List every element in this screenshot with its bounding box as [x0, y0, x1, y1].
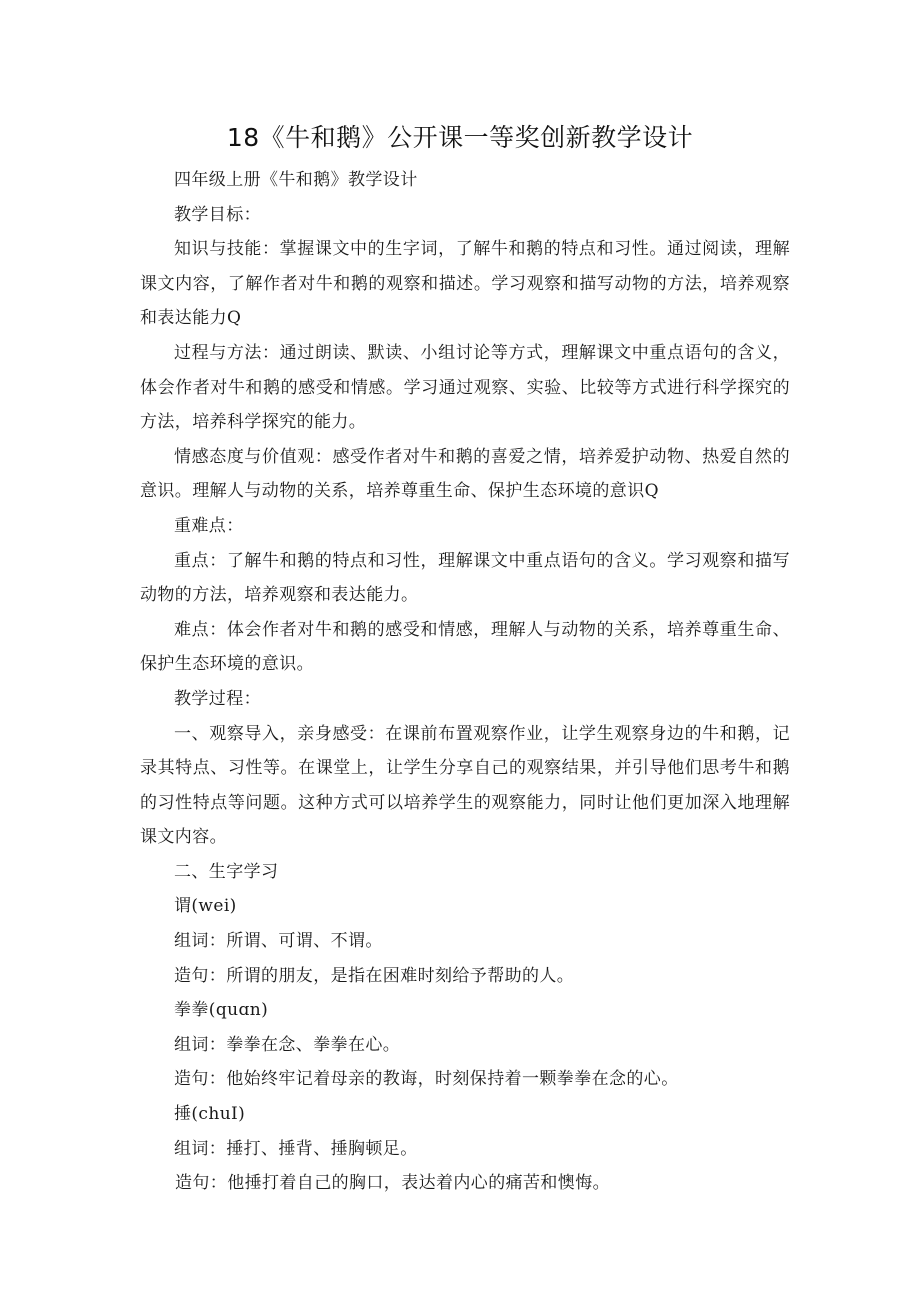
- vocab-word-chui: 捶(chuI): [174, 1104, 246, 1125]
- process-step-two-heading: 二、生字学习: [174, 861, 279, 882]
- vocab-word-wei: 谓(wei): [174, 896, 237, 917]
- vocab-phrases-wei: 组词：所谓、可谓、不谓。: [174, 931, 383, 952]
- vocab-sentence-quan: 造句：他始终牢记着母亲的教诲，时刻保持着一颗拳拳在念的心。: [174, 1069, 679, 1090]
- key-point-paragraph: 重点：了解牛和鹅的特点和习性，理解课文中重点语句的含义。学习观察和描写动物的方法，培养观察和表达能力。: [140, 550, 790, 606]
- vocab-phrases-quan: 组词：拳拳在念、拳拳在心。: [174, 1034, 401, 1055]
- section-heading-process: 教学过程：: [174, 688, 261, 709]
- vocab-word-quan: 拳拳(quɑn): [174, 1000, 269, 1021]
- document-body: [140, 163, 790, 1201]
- process-step-one: 一、观察导入，亲身感受：在课前布置观察作业，让学生观察身边的牛和鹅，记录其特点、习性等。在课堂上，让学生分享自己的观察结果，并引导他们思考牛和鹅的习性特点等问题。这种方式可以培养学生的观察能力，同时让他们更加深入地理解课文内容。: [140, 723, 790, 848]
- vocab-phrases-chui: 组词：捶打、捶背、捶胸顿足。: [174, 1138, 418, 1159]
- section-heading-key-points: 重难点：: [174, 515, 244, 536]
- vocab-sentence-wei: 造句：所谓的朋友，是指在困难时刻给予帮助的人。: [174, 965, 575, 986]
- vocab-sentence-chui: 造句：他捶打着自己的胸口，表达着内心的痛苦和懊悔。: [175, 1173, 610, 1194]
- section-heading-objectives: 教学目标：: [174, 204, 261, 225]
- objective-emotion: 情感态度与价值观：感受作者对牛和鹅的喜爱之情，培养爱护动物、热爱自然的意识。理解人与动物的关系，培养尊重生命、保护生态环境的意识Q: [140, 446, 790, 502]
- document-title: 18《牛和鹅》公开课一等奖创新教学设计: [226, 123, 694, 152]
- difficulty-paragraph: 难点：体会作者对牛和鹅的感受和情感，理解人与动物的关系，培养尊重生命、保护生态环境的意识。: [140, 619, 790, 675]
- subtitle-paragraph: 四年级上册《牛和鹅》教学设计: [174, 170, 418, 190]
- objective-knowledge: 知识与技能：掌握课文中的生字词，了解牛和鹅的特点和习性。通过阅读，理解课文内容，了解作者对牛和鹅的观察和描述。学习观察和描写动物的方法，培养观察和表达能力Q: [140, 239, 790, 329]
- objective-process: 过程与方法：通过朗读、默读、小组讨论等方式，理解课文中重点语句的含义，体会作者对牛和鹅的感受和情感。学习通过观察、实验、比较等方式进行科学探究的方法，培养科学探究的能力。: [140, 342, 790, 433]
